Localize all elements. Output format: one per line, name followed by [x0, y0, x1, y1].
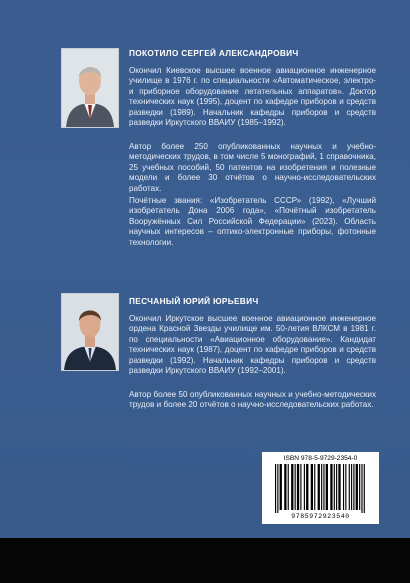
- barcode-bars: [275, 464, 366, 513]
- barcode-bar: [284, 464, 286, 510]
- barcode-bar: [361, 464, 362, 513]
- barcode-bar: [338, 464, 340, 510]
- barcode-bar: [280, 464, 282, 510]
- isbn-digits: 9785972923540: [291, 513, 350, 520]
- author2-bio-publications: Автор более 50 опубликованных научных и учебно-методических трудов и более 20 отчётов о научно-исследовательских работах.: [129, 390, 376, 410]
- barcode-bar: [288, 464, 289, 510]
- barcode-bar: [359, 464, 360, 510]
- barcode-bar: [356, 464, 358, 510]
- barcode-bar: [349, 464, 350, 510]
- author1-bio-awards: Почётные звания: «Изобретатель СССР» (1992), «Лучший изобретатель Дона 2006 года», «Почётный изобретатель Вооружённых Сил Российской Федерации» (2023). Область научных интересов – оптико-электронные приборы, фотонные технологии.: [129, 196, 376, 247]
- barcode-bar: [343, 464, 344, 510]
- author2-name: ПЕСЧАНЫЙ ЮРИЙ ЮРЬЕВИЧ: [129, 296, 259, 306]
- isbn-barcode: [262, 452, 379, 524]
- barcode-bar: [330, 464, 332, 510]
- author2-photo: [61, 293, 119, 371]
- barcode-bar: [353, 464, 354, 510]
- barcode-bar: [326, 464, 328, 510]
- barcode-bar: [300, 464, 301, 510]
- barcode-bar: [321, 464, 322, 510]
- barcode-bar: [345, 464, 346, 510]
- author1-bio-education: Окончил Киевское высшее военное авиационное инженерное училище в 1976 г. по специальности «Автоматическое, электро- и приборное оборудование летательных аппаратов». Доктор технических наук (1995), доцент по кафедре приборов и средств разведки (1989). Начальник кафедры приборов и средств разведки Иркутского ВВАИУ (1985–1992).: [129, 66, 376, 128]
- barcode-bar: [306, 464, 308, 510]
- author2-bio-education: Окончил Иркутское высшее военное авиационное инженерное ордена Красной Звезды училище им. 50-летия ВЛКСМ в 1981 г. по специальности «Авиационное оборудование». Кандидат технических наук (1987), доцент по кафедре приборов и средств разведки (1992). Начальник кафедры приборов и средств разведки Иркутского ВВАИУ (1992–2001).: [129, 314, 376, 376]
- barcode-bar: [304, 464, 305, 510]
- barcode-bar: [323, 464, 324, 510]
- author1-bio-publications: Автор более 250 опубликованных научных и учебно-методических трудов, в том числе 5 монографий, 1 справочника, 25 учебных пособий, 50 патентов на изобретения и полезные модели и более 30 отчётов о научно-исследовательских работах.: [129, 142, 376, 193]
- barcode-bar: [364, 464, 365, 513]
- barcode-bar: [277, 464, 278, 513]
- barcode-bar: [336, 464, 337, 510]
- barcode-bar: [351, 464, 352, 510]
- barcode-bar: [318, 464, 320, 510]
- author1-photo: [61, 48, 119, 128]
- barcode-bar: [295, 464, 296, 510]
- barcode-bar: [314, 464, 315, 510]
- barcode-bar: [334, 464, 335, 510]
- barcode-bar: [275, 464, 276, 513]
- barcode-bar: [297, 464, 299, 510]
- author1-name: ПОКОТИЛО СЕРГЕЙ АЛЕКСАНДРОВИЧ: [129, 48, 299, 58]
- barcode-bar: [311, 464, 313, 510]
- isbn-label: ISBN 978-5-9729-2354-0: [283, 455, 358, 462]
- barcode-bar: [291, 464, 293, 510]
- bottom-band: [0, 538, 410, 583]
